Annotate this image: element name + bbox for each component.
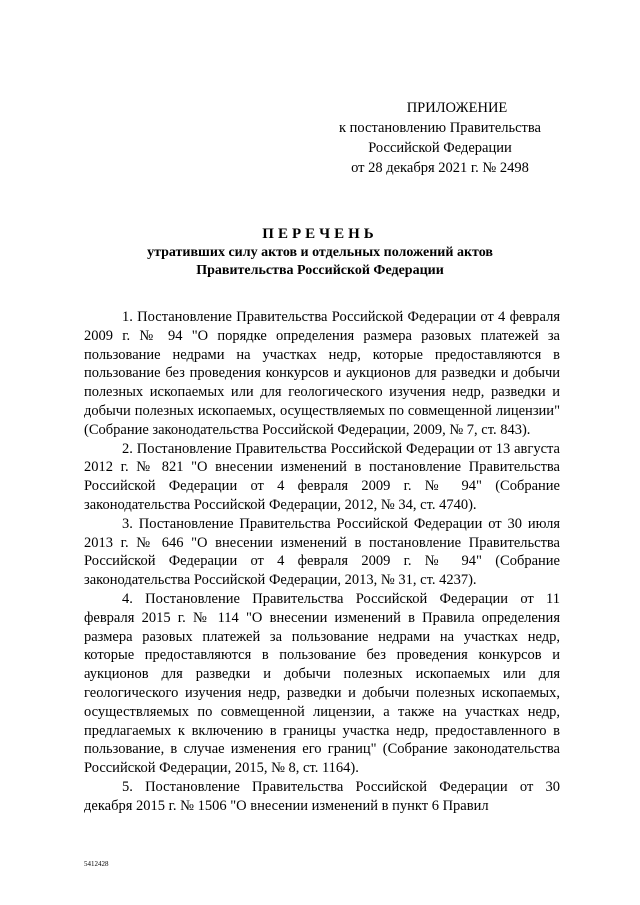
list-item: 1. Постановление Правительства Российской Федерации от 4 февраля 2009 г. № 94 "О порядке определения размера разовых платежей за пользование недрами на участках недр, которые предоставляются в пользование без проведения конкурсов и аукционов для разведки и добычи полезных ископаемых или для геологического изучения недр, разведки и добычи полезных ископаемых, осуществляемых по совмещенной лицензии" (Собрание законодательства Российской Федерации, 2009, № 7, ст. 843).: [84, 309, 560, 438]
appendix-line-3: от 28 декабря 2021 г. № 2498: [351, 160, 529, 176]
footer-code: 5412428: [84, 860, 109, 868]
subtitle-line-1: утративших силу актов и отдельных положений актов: [147, 245, 493, 260]
subtitle-line-2: Правительства Российской Федерации: [196, 263, 444, 278]
appendix-block: [320, 98, 560, 178]
appendix-line-2: Российской Федерации: [368, 140, 512, 156]
document-subtitle: [80, 244, 560, 280]
list-item: 5. Постановление Правительства Российской Федерации от 30 декабря 2015 г. № 1506 "О внесении изменений в пункт 6 Правил: [84, 778, 560, 814]
document-body: [84, 308, 560, 816]
appendix-title: ПРИЛОЖЕНИЕ: [406, 100, 508, 116]
document-title: ПЕРЕЧЕНЬ: [262, 226, 378, 242]
list-item: 4. Постановление Правительства Российской Федерации от 11 февраля 2015 г. № 114 "О внесении изменений в Правила определения размера разовых платежей за пользование недрами на участках недр, которые предоставляются в пользование без проведения конкурсов и аукционов для разведки и добычи полезных ископаемых или для геологического изучения недр, разведки и добычи полезных ископаемых, осуществляемых по совмещенной лицензии, а также на участках недр, предлагаемых к включению в границы участка недр, предоставленного в пользование, в случае изменения его границ" (Собрание законодательства Российской Федерации, 2015, № 8, ст. 1164).: [84, 590, 560, 777]
appendix-line-1: к постановлению Правительства: [339, 120, 541, 136]
list-item: 3. Постановление Правительства Российской Федерации от 30 июля 2013 г. № 646 "О внесении изменений в постановление Правительства Российской Федерации от 4 февраля 2009 г. № 94" (Собрание законодательства Российской Федерации, 2013, № 31, ст. 4237).: [84, 515, 560, 589]
list-item: 2. Постановление Правительства Российской Федерации от 13 августа 2012 г. № 821 "О внесении изменений в постановление Правительства Российской Федерации от 4 февраля 2009 г. № 94" (Собрание законодательства Российской Федерации, 2012, № 34, ст. 4740).: [84, 440, 560, 513]
